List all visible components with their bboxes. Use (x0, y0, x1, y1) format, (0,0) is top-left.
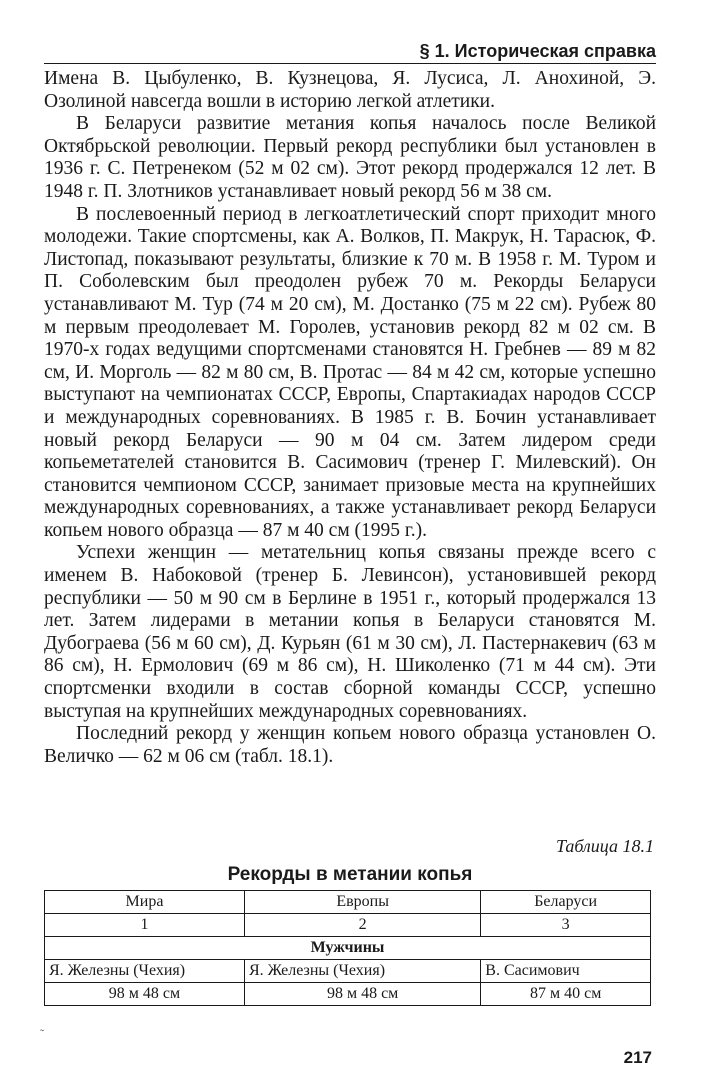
header-cell: Беларуси (481, 891, 651, 914)
header-cell: Мира (45, 891, 245, 914)
table-title: Рекорды в метании копья (227, 864, 473, 885)
paragraph: В Беларуси развитие метания копья началось после Великой Октябрьской революции. Первый рекорд республики был установлен в 1936 г. С. Петренеком (52 м 02 см). Этот рекорд продержался 12 лет. В 1948 г. П. Злотников устанавливает новый рекорд 56 м 38 см. (44, 113, 656, 202)
running-header: § 1. Историческая справка (419, 41, 656, 61)
column-number-cell: 1 (45, 914, 245, 937)
table-header-row (45, 891, 651, 914)
table-cell: 98 м 48 см (45, 983, 245, 1006)
section-row (45, 937, 651, 960)
column-number-row (45, 914, 651, 937)
section-cell: Мужчины (45, 937, 651, 960)
table-row (45, 960, 651, 983)
table-cell: Я. Железны (Чехия) (45, 960, 245, 983)
table-cell: Я. Железны (Чехия) (244, 960, 480, 983)
page-number: 217 (623, 1048, 652, 1067)
paragraph: Имена В. Цыбуленко, В. Кузнецова, Я. Лусиса, Л. Анохиной, Э. Озолиной навсегда вошли в историю легкой атлетики. (44, 68, 656, 112)
column-number-cell: 2 (244, 914, 480, 937)
column-number-cell: 3 (481, 914, 651, 937)
paragraph: В послевоенный период в легкоатлетический спорт приходит много молодежи. Такие спортсмены, как А. Волков, П. Макрук, Н. Тарасюк, Ф. Листопад, показывают результаты, близкие к 70 м. В 1958 г. М. Туром и П. Соболевским был преодолен рубеж 70 м. Рекорды Беларуси устанавливают М. Тур (74 м 20 см), М. Достанко (75 м 22 см). Рубеж 80 м первым преодолевает М. Горолев, установив рекорд 82 м 02 см. В 1970-х годах ведущими спортсменами становятся Н. Гребнев — 89 м 82 см, И. Морголь — 82 м 80 см, В. Протас — 84 м 42 см, которые успешно выступают на чемпионатах СССР, Европы, Спартакиадах народов СССР и международных соревнованиях. В 1985 г. В. Бочин устанавливает новый рекорд Беларуси — 90 м 04 см. Затем лидером среди копьеметателей становится В. Сасимович (тренер Г. Милевский). Он становится чемпионом СССР, занимает призовые места на крупнейших международных соревнованиях, а также устанавливает рекорд Беларуси копьем нового образца — 87 м 40 см (1995 г.). (44, 203, 656, 541)
table-cell: 87 м 40 см (481, 983, 651, 1006)
paragraph: Успехи женщин — метательниц копья связаны прежде всего с именем В. Набоковой (тренер Б. Левинсон), установившей рекорд республики — 50 м 90 см в Берлине в 1951 г., который продержался 13 лет. Затем лидерами в метании копья в Беларуси становятся М. Дубограева (56 м 60 см), Д. Курьян (61 м 30 см), Л. Пастернакевич (63 м 86 см), Н. Ермолович (69 м 86 см), Н. Шиколенко (71 м 44 см). Эти спортсменки входили в состав сборной команды СССР, успешно выступая на крупнейших международных соревнованиях. (44, 542, 656, 722)
header-rule (44, 63, 656, 64)
records-table (44, 890, 651, 1006)
header-cell: Европы (244, 891, 480, 914)
paragraph: Последний рекорд у женщин копьем нового образца установлен О. Величко — 62 м 06 см (табл. 18.1). (44, 723, 656, 767)
scan-mark: ˷ (40, 1018, 44, 1032)
table-label: Таблица 18.1 (555, 836, 654, 856)
table-cell: В. Сасимович (481, 960, 651, 983)
body-text (44, 68, 656, 768)
table-cell: 98 м 48 см (244, 983, 480, 1006)
table-row (45, 983, 651, 1006)
